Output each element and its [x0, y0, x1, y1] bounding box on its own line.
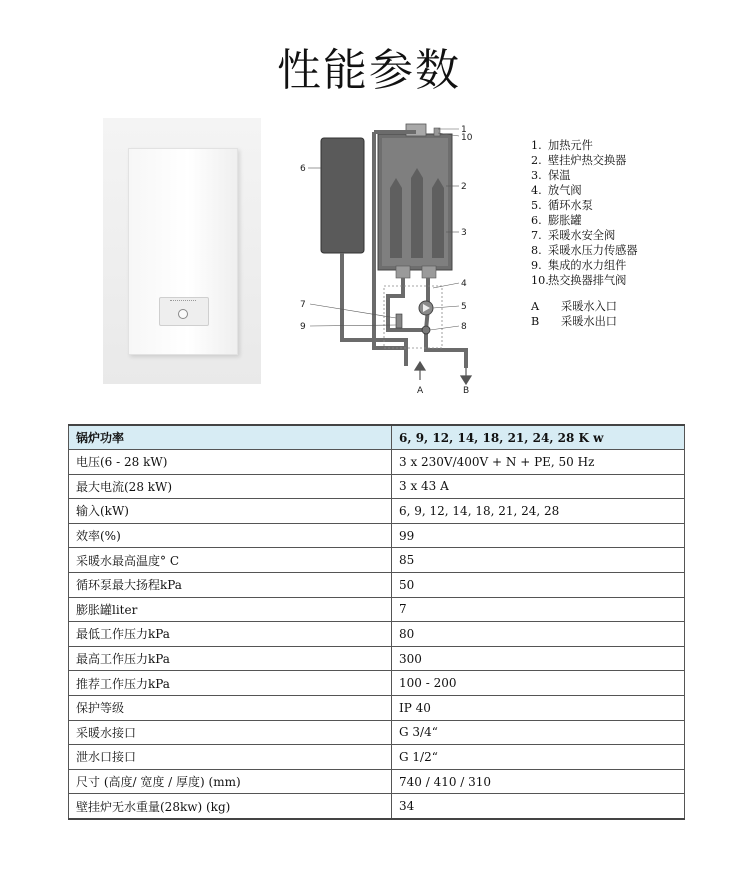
table-cell: 效率(%)	[69, 523, 392, 548]
table-row	[69, 548, 685, 573]
diagram-legend	[531, 138, 638, 329]
display-indicators	[170, 300, 196, 304]
legend-port: B 采暖水出口	[531, 315, 617, 328]
heating-element-right	[432, 178, 444, 258]
table-cell: G 1/2“	[392, 745, 685, 770]
callout-5: 5	[461, 302, 467, 312]
table-row	[69, 671, 685, 696]
callout-9: 9	[300, 322, 306, 332]
table-cell: 85	[392, 548, 685, 573]
spec-table	[68, 424, 685, 820]
table-row	[69, 474, 685, 499]
table-cell: 采暖水接口	[69, 720, 392, 745]
outlet-label: B	[463, 386, 470, 396]
callout-2: 2	[461, 182, 467, 192]
legend-item: 10.热交换器排气阀	[531, 274, 627, 287]
table-row	[69, 523, 685, 548]
expansion-tank	[321, 138, 364, 253]
table-header-cell: 锅炉功率	[69, 425, 392, 450]
pressure-sensor	[422, 326, 430, 334]
table-cell: 尺寸 (高度/ 宽度 / 厚度) (mm)	[69, 769, 392, 794]
legend-item: 1. 加热元件	[531, 139, 593, 152]
table-cell: 3 x 43 A	[392, 474, 685, 499]
table-cell: 推荐工作压力kPa	[69, 671, 392, 696]
table-cell: 99	[392, 523, 685, 548]
table-row	[69, 646, 685, 671]
legend-item: 3. 保温	[531, 169, 571, 182]
table-cell: 最低工作压力kPa	[69, 622, 392, 647]
table-cell: 100 - 200	[392, 671, 685, 696]
table-row	[69, 597, 685, 622]
callout-3: 3	[461, 228, 467, 238]
safety-valve	[396, 314, 402, 328]
table-cell: 7	[392, 597, 685, 622]
table-cell: 保护等级	[69, 695, 392, 720]
table-cell: 泄水口接口	[69, 745, 392, 770]
table-header-cell: 6, 9, 12, 14, 18, 21, 24, 28 K w	[392, 425, 685, 450]
table-cell: G 3/4“	[392, 720, 685, 745]
legend-item: 5. 循环水泵	[531, 199, 593, 212]
table-row	[69, 450, 685, 475]
inlet-label: A	[417, 386, 424, 396]
legend-item: 7. 采暖水安全阀	[531, 229, 616, 242]
legend-item: 4. 放气阀	[531, 184, 582, 197]
callout-7: 7	[300, 300, 306, 310]
legend-item: 6. 膨胀罐	[531, 214, 582, 227]
table-cell: IP 40	[392, 695, 685, 720]
heating-element-left	[390, 178, 402, 258]
table-cell: 最大电流(28 kW)	[69, 474, 392, 499]
table-cell: 50	[392, 572, 685, 597]
table-cell: 34	[392, 794, 685, 819]
table-row	[69, 572, 685, 597]
table-row	[69, 720, 685, 745]
table-cell: 循环泵最大扬程kPa	[69, 572, 392, 597]
callout-1: 1	[461, 125, 467, 135]
legend-item: 2. 壁挂炉热交换器	[531, 154, 627, 167]
table-header-row	[69, 425, 685, 450]
table-row	[69, 794, 685, 819]
table-row	[69, 745, 685, 770]
callout-8: 8	[461, 322, 467, 332]
control-knob	[178, 309, 188, 319]
table-row	[69, 622, 685, 647]
legend-item: 8. 采暖水压力传感器	[531, 244, 638, 257]
table-row	[69, 695, 685, 720]
table-cell: 最高工作压力kPa	[69, 646, 392, 671]
table-cell: 采暖水最高温度° C	[69, 548, 392, 573]
callout-6: 6	[300, 164, 306, 174]
table-cell: 输入(kW)	[69, 499, 392, 524]
table-cell: 300	[392, 646, 685, 671]
callout-10: 10	[461, 133, 473, 143]
page-title: 性能参数	[277, 45, 461, 96]
table-row	[69, 769, 685, 794]
table-cell: 80	[392, 622, 685, 647]
heating-element-middle	[411, 168, 423, 258]
table-row	[69, 499, 685, 524]
table-cell: 6, 9, 12, 14, 18, 21, 24, 28	[392, 499, 685, 524]
callout-4: 4	[461, 279, 467, 289]
hydraulic-diagram	[296, 118, 496, 396]
table-cell: 740 / 410 / 310	[392, 769, 685, 794]
table-cell: 壁挂炉无水重量(28kw) (kg)	[69, 794, 392, 819]
table-cell: 膨胀罐liter	[69, 597, 392, 622]
legend-port: A 采暖水入口	[531, 300, 617, 313]
table-cell: 电压(6 - 28 kW)	[69, 450, 392, 475]
table-cell: 3 x 230V/400V + N + PE, 50 Hz	[392, 450, 685, 475]
legend-item: 9. 集成的水力组件	[531, 259, 627, 272]
